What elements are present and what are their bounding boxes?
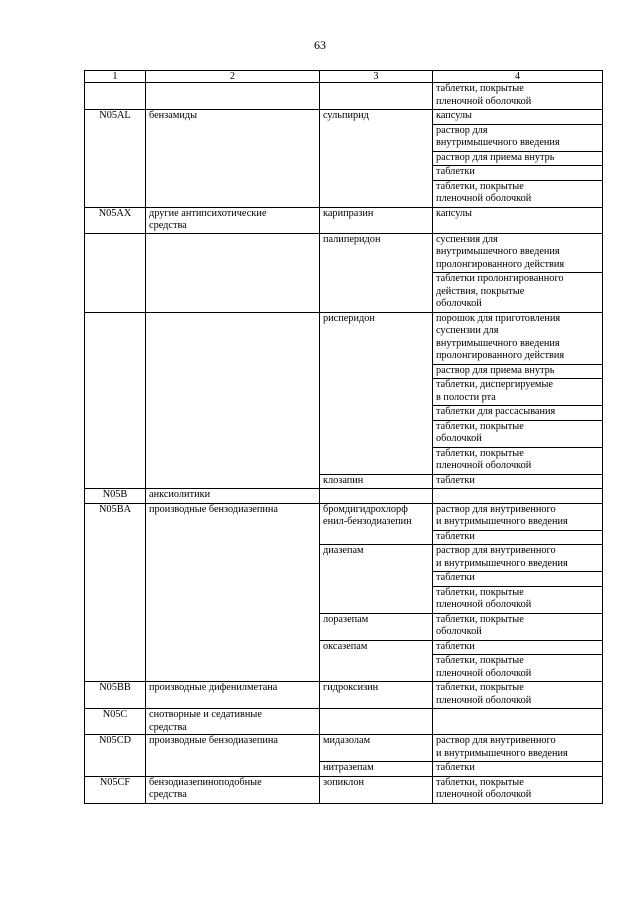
substance-cell <box>320 489 433 504</box>
dosage-form: суспензия для внутримышечного введения пролонгированного действия <box>433 234 602 274</box>
substance-cell: нитразепам <box>320 762 433 777</box>
substance-cell: диазепам <box>320 545 433 614</box>
substance-cell: карипразин <box>320 207 433 233</box>
substance-cell: сульпирид <box>320 110 433 208</box>
column-header: 1 <box>85 71 146 83</box>
dosage-forms-cell <box>433 709 603 735</box>
substance-cell: мидазолам <box>320 735 433 762</box>
dosage-forms-cell <box>433 503 603 545</box>
atc-code-cell: N05C <box>85 709 146 735</box>
atc-group-cell: бензамиды <box>146 110 320 208</box>
dosage-forms-cell <box>433 640 603 682</box>
dosage-form: таблетки, покрытые пленочной оболочкой <box>436 586 532 610</box>
substance-cell <box>320 709 433 735</box>
atc-code-cell: N05BA <box>85 503 146 682</box>
substance-cell: клозапин <box>320 474 433 489</box>
atc-group-cell: анксиолитики <box>146 489 320 504</box>
dosage-form: таблетки, покрытые пленочной оболочкой <box>436 776 532 800</box>
dosage-form: таблетки, покрытые оболочкой <box>436 613 524 637</box>
dosage-form <box>433 489 602 503</box>
table-row <box>85 233 603 312</box>
atc-group-cell <box>146 233 320 312</box>
page-number: 63 <box>314 38 326 52</box>
dosage-form: таблетки пролонгированного действия, покрытые оболочкой <box>436 273 564 309</box>
dosage-forms-cell <box>433 83 603 110</box>
atc-code-cell <box>85 312 146 489</box>
column-header: 2 <box>146 71 320 83</box>
dosage-form: капсулы <box>433 110 602 125</box>
atc-group-cell <box>146 83 320 110</box>
dosage-forms-cell <box>433 489 603 504</box>
atc-code-cell: N05AL <box>85 110 146 208</box>
table-row <box>85 207 603 233</box>
dosage-forms-cell <box>433 776 603 803</box>
substance-cell: палиперидон <box>320 233 433 312</box>
atc-group-cell: другие антипсихотические средства <box>146 207 320 233</box>
dosage-form: порошок для приготовления суспензии для внутримышечного введения пролонгированного действия <box>433 313 602 365</box>
atc-code-cell: N05B <box>85 489 146 504</box>
table-header-row <box>85 71 603 83</box>
dosage-form: раствор для внутривенного и внутримышечного введения <box>433 545 602 572</box>
column-header: 3 <box>320 71 433 83</box>
dosage-form: таблетки <box>433 572 602 587</box>
atc-code-cell: N05AX <box>85 207 146 233</box>
substance-cell: гидроксизин <box>320 682 433 709</box>
table-row <box>85 489 603 504</box>
substance-cell: лоразепам <box>320 613 433 640</box>
dosage-form: таблетки <box>436 530 475 542</box>
dosage-form: таблетки, покрытые пленочной оболочкой <box>436 655 532 679</box>
table-row <box>85 110 603 208</box>
table-row <box>85 312 603 474</box>
dosage-form <box>433 709 602 723</box>
medication-table <box>84 70 603 804</box>
dosage-form: раствор для приема внутрь <box>433 365 602 380</box>
atc-code-cell <box>85 233 146 312</box>
dosage-form: таблетки, покрытые пленочной оболочкой <box>436 180 532 204</box>
dosage-forms-cell <box>433 207 603 233</box>
dosage-forms-cell <box>433 312 603 474</box>
dosage-form: раствор для приема внутрь <box>433 152 602 167</box>
atc-group-cell: бензодиазепиноподобные средства <box>146 776 320 803</box>
atc-group-cell: производные бензодиазепина <box>146 503 320 682</box>
substance-cell: бромдигидрохлорф енил-бензодиазепин <box>320 503 433 545</box>
atc-code-cell: N05CF <box>85 776 146 803</box>
atc-group-cell: снотворные и седативные средства <box>146 709 320 735</box>
dosage-form: таблетки, покрытые пленочной оболочкой <box>436 83 532 107</box>
dosage-form: раствор для внутривенного и внутримышечного введения <box>436 735 568 759</box>
dosage-form: капсулы <box>436 207 472 219</box>
dosage-form: таблетки, покрытые пленочной оболочкой <box>436 447 532 471</box>
dosage-form: таблетки, покрытые пленочной оболочкой <box>436 682 532 706</box>
atc-group-cell <box>146 312 320 489</box>
substance-cell: зопиклон <box>320 776 433 803</box>
column-header: 4 <box>433 71 603 83</box>
dosage-form: таблетки, диспергируемые в полости рта <box>433 379 602 406</box>
dosage-forms-cell <box>433 613 603 640</box>
dosage-form: раствор для внутримышечного введения <box>433 125 602 152</box>
atc-code-cell: N05CD <box>85 735 146 777</box>
dosage-forms-cell <box>433 762 603 777</box>
dosage-forms-cell <box>433 233 603 312</box>
substance-cell: оксазепам <box>320 640 433 682</box>
table-row <box>85 735 603 762</box>
dosage-forms-cell <box>433 474 603 489</box>
atc-code-cell: N05BB <box>85 682 146 709</box>
dosage-form: таблетки <box>436 762 475 773</box>
substance-cell <box>320 83 433 110</box>
table-body <box>85 83 603 804</box>
atc-group-cell: производные дифенилметана <box>146 682 320 709</box>
dosage-forms-cell <box>433 682 603 709</box>
substance-cell: рисперидон <box>320 312 433 474</box>
dosage-form: таблетки <box>436 474 475 486</box>
dosage-forms-cell <box>433 735 603 762</box>
dosage-form: таблетки для рассасывания <box>433 406 602 421</box>
atc-group-cell: производные бензодиазепина <box>146 735 320 777</box>
dosage-form: раствор для внутривенного и внутримышечного введения <box>433 504 602 531</box>
table-row <box>85 776 603 803</box>
atc-code-cell <box>85 83 146 110</box>
table-row <box>85 682 603 709</box>
table-row <box>85 503 603 545</box>
dosage-form: таблетки <box>433 166 602 181</box>
table-row <box>85 83 603 110</box>
dosage-form: таблетки, покрытые оболочкой <box>433 421 602 448</box>
dosage-forms-cell <box>433 110 603 208</box>
dosage-form: таблетки <box>433 641 602 656</box>
table-row <box>85 709 603 735</box>
dosage-forms-cell <box>433 545 603 614</box>
